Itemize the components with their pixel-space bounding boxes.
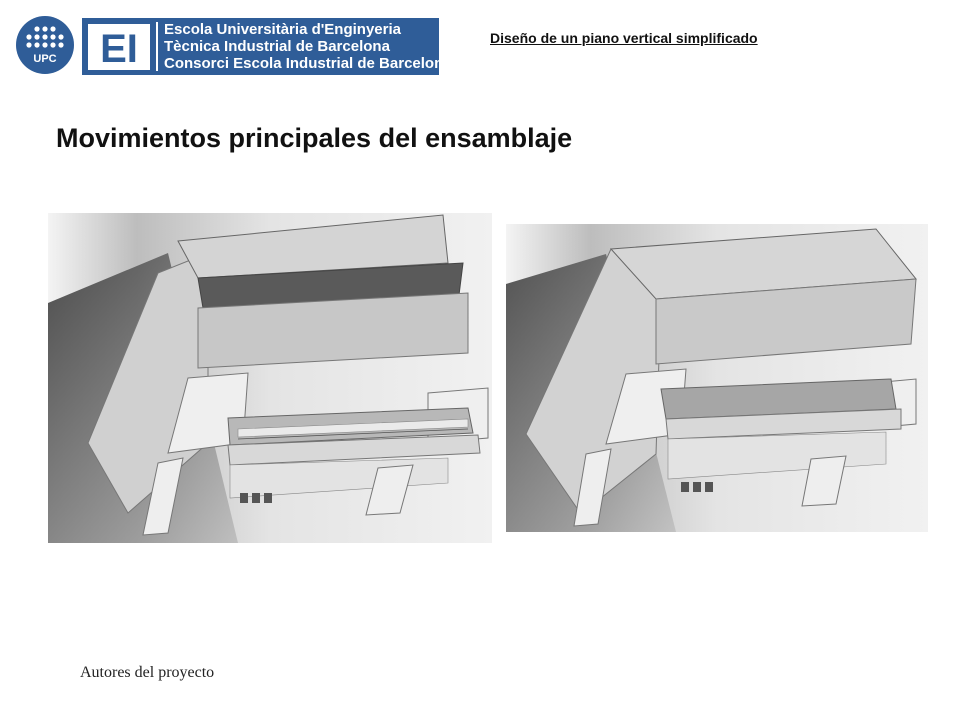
eui-line-3: Consorci Escola Industrial de Barcelona: [164, 55, 452, 72]
piano-closed-render: [506, 224, 928, 532]
eui-logo: [82, 18, 452, 75]
eui-separator: [156, 22, 158, 71]
page-title: Movimientos principales del ensamblaje: [56, 123, 573, 153]
eui-mark-icon: [88, 24, 150, 70]
eui-line-2: Tècnica Industrial de Barcelona: [164, 38, 390, 55]
eui-line-1: Escola Universitària d'Enginyeria: [164, 21, 401, 38]
footer-authors: Autores del proyecto: [80, 664, 215, 681]
header-subtitle: Diseño de un piano vertical simplificado: [490, 30, 758, 46]
upc-logo: [16, 16, 74, 74]
piano-open-render: [48, 213, 492, 543]
upc-logo-text: UPC: [33, 53, 57, 65]
eui-mark-text: EI: [100, 27, 138, 70]
